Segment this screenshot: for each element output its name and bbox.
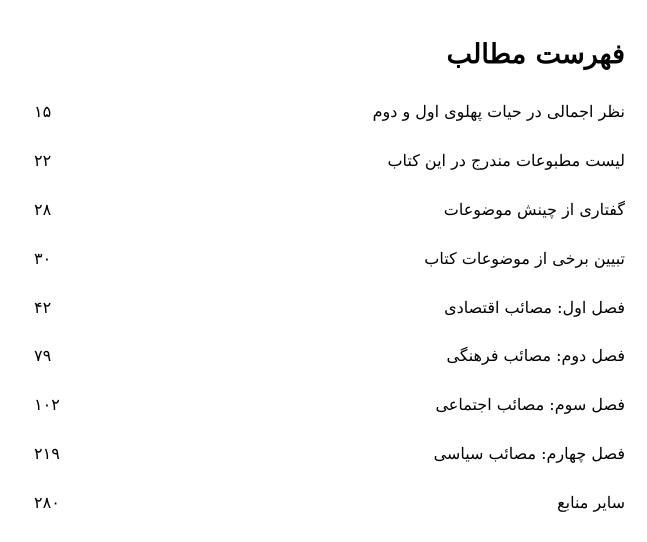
toc-entry[interactable] xyxy=(0,440,647,489)
toc-entry-page-number[interactable]: ۲۸۰ xyxy=(34,493,60,513)
toc-entry[interactable] xyxy=(0,245,647,294)
toc-entry[interactable] xyxy=(0,196,647,245)
toc-entry-page-number[interactable]: ۱۰۲ xyxy=(34,395,60,415)
toc-entry-page-number[interactable]: ۲۸ xyxy=(34,199,52,219)
toc-entry-page-number[interactable]: ۱۵ xyxy=(34,102,52,121)
toc-entry[interactable] xyxy=(0,391,647,440)
toc-entry-page-number[interactable]: ۳۰ xyxy=(34,248,52,268)
toc-entry[interactable] xyxy=(0,489,647,538)
toc-entry-title[interactable]: فصل اول: مصائب اقتصادی xyxy=(444,297,625,317)
toc-entry-title[interactable]: فصل سوم: مصائب اجتماعی xyxy=(435,395,625,415)
toc-entry-title[interactable]: گفتاری از چینش موضوعات xyxy=(443,199,625,219)
toc-entry[interactable] xyxy=(0,147,647,196)
toc-entry-title[interactable]: لیست مطبوعات مندرج در این کتاب xyxy=(387,150,625,170)
toc-entry-title[interactable]: نظر اجمالی در حیات پهلوی اول و دوم xyxy=(372,102,625,121)
toc-entry-page-number[interactable]: ۴۲ xyxy=(34,297,52,317)
toc-entry[interactable] xyxy=(0,342,647,391)
toc-entry-page-number[interactable]: ۷۹ xyxy=(34,346,52,366)
toc-entry-title[interactable]: فصل دوم: مصائب فرهنگی xyxy=(446,346,625,366)
toc-entry-page-number[interactable]: ۲۱۹ xyxy=(34,444,60,464)
toc-list xyxy=(0,98,647,538)
toc-entry-page-number[interactable]: ۲۲ xyxy=(34,150,52,170)
toc-entry-title[interactable]: سایر منابع xyxy=(557,493,625,513)
toc-title: فهرست مطالب xyxy=(446,39,625,70)
toc-entry[interactable] xyxy=(0,98,647,147)
toc-entry-title[interactable]: فصل چهارم: مصائب سیاسی xyxy=(433,444,625,464)
toc-entry-title[interactable]: تبیین برخی از موضوعات کتاب xyxy=(424,248,625,268)
toc-entry[interactable] xyxy=(0,294,647,343)
